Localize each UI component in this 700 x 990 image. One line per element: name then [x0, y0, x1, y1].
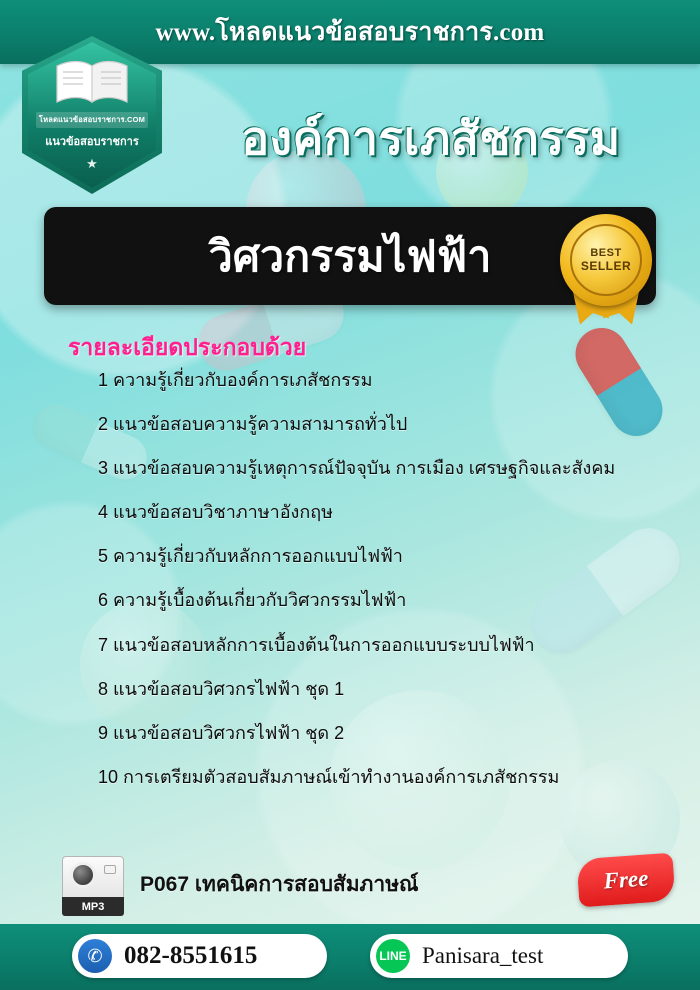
line-id: Panisara_test [422, 943, 544, 968]
line-contact[interactable] [370, 934, 628, 978]
list-item: 6 ความรู้เบื้องต้นเกี่ยวกับวิศวกรรมไฟฟ้า [98, 590, 407, 611]
badge-line-2: แนวข้อสอบราชการ [45, 136, 139, 148]
line-icon: LINE [376, 939, 410, 973]
phone-number: 082-8551615 [124, 942, 258, 969]
brand-badge [22, 36, 162, 194]
mp3-icon [62, 856, 124, 916]
list-item: 5 ความรู้เกี่ยวกับหลักการออกแบบไฟฟ้า [98, 546, 403, 567]
list-item: 4 แนวข้อสอบวิชาภาษาอังกฤษ [98, 502, 334, 523]
free-ribbon [576, 853, 675, 908]
best-seller-seal [560, 214, 652, 306]
subject-title: วิศวกรรมไฟฟ้า [208, 233, 492, 281]
star-icon: ★ [86, 156, 98, 171]
list-item: 3 แนวข้อสอบความรู้เหตุการณ์ปัจจุบัน การเมือง เศรษฐกิจและสังคม [98, 458, 616, 479]
free-label: Free [602, 865, 650, 894]
phone-icon: ✆ [78, 939, 112, 973]
bonus-text: P067 เทคนิคการสอบสัมภาษณ์ [140, 873, 419, 896]
list-item: 8 แนวข้อสอบวิศวกรไฟฟ้า ชุด 1 [98, 678, 345, 699]
list-item: 1 ความรู้เกี่ยวกับองค์การเภสัชกรรม [98, 370, 373, 390]
badge-line-1: โหลดแนวข้อสอบราชการ.COM [36, 112, 148, 128]
open-book-icon [55, 58, 129, 104]
topics-list [98, 370, 666, 811]
mp3-label: MP3 [62, 897, 124, 916]
organization-title: องค์การเภสัชกรรม [241, 112, 621, 164]
seal-line-2: SELLER [580, 259, 632, 273]
seal-inner [570, 224, 642, 296]
seal-line-1: BEST [590, 247, 622, 259]
mp3-lens [70, 862, 96, 888]
phone-contact[interactable] [72, 934, 327, 978]
footer-bar [0, 924, 700, 990]
list-item: 7 แนวข้อสอบหลักการเบื้องต้นในการออกแบบระบบไฟฟ้า [98, 634, 535, 655]
list-item: 10 การเตรียมตัวสอบสัมภาษณ์เข้าทำงานองค์การเภสัชกรรม [98, 766, 560, 787]
website-url: www.โหลดแนวข้อสอบราชการ.com [155, 19, 545, 46]
list-item: 9 แนวข้อสอบวิศวกรไฟฟ้า ชุด 2 [98, 722, 345, 743]
free-badge [578, 856, 674, 904]
details-heading: รายละเอียดประกอบด้วย [68, 334, 307, 360]
list-item: 2 แนวข้อสอบความรู้ความสามารถทั่วไป [98, 414, 408, 435]
mp3-flash [104, 865, 116, 874]
